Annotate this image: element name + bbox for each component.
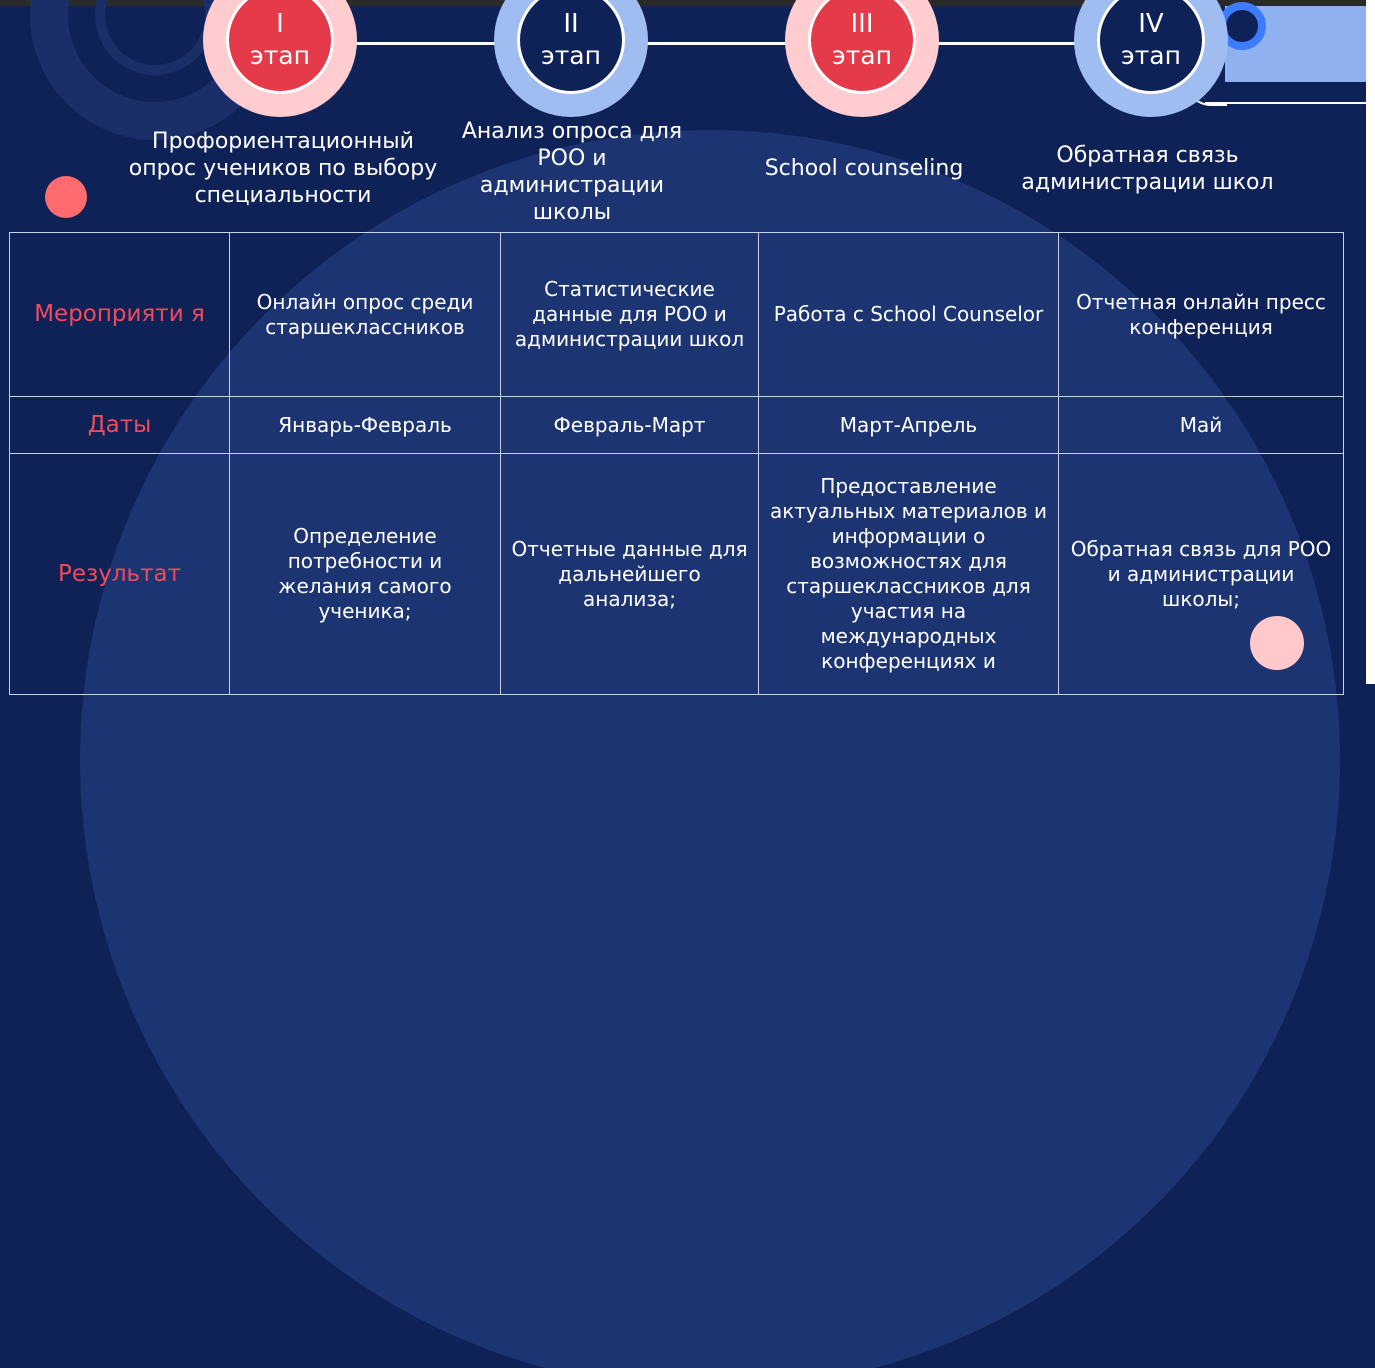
table-cell: Отчетные данные для дальнейшего анализа; (501, 454, 759, 695)
plan-table (9, 232, 1344, 695)
row-header-events: Мероприяти я (10, 233, 230, 397)
stage-connector (935, 42, 1085, 45)
row-header-dates: Даты (10, 397, 230, 454)
stage-2-badge (494, 0, 648, 117)
corner-line-decoration (1205, 102, 1366, 104)
table-cell: Предоставление актуальных материалов и информации о возможностях для старшеклассников для участия на международных конференциях и (759, 454, 1059, 695)
table-cell: Работа с School Counselor (759, 233, 1059, 397)
table-row-dates (10, 397, 1344, 454)
row-header-results: Результат (10, 454, 230, 695)
table-cell: Февраль-Март (501, 397, 759, 454)
table-cell: Онлайн опрос среди старшеклассников (230, 233, 501, 397)
stage-2-number: II (563, 9, 579, 39)
table-cell: Обратная связь для РОО и администрации школы; (1059, 454, 1344, 695)
stage-2-label: этап (541, 41, 601, 70)
stage-1-description: Профориентационный опрос учеников по выбору специальности (128, 129, 438, 208)
table-cell: Отчетная онлайн пресс конференция (1059, 233, 1344, 397)
stage-connector (645, 42, 795, 45)
table-row-events (10, 233, 1344, 397)
stage-4-number: IV (1138, 9, 1164, 39)
table-cell: Определение потребности и желания самого ученика; (230, 454, 501, 695)
stage-1-number: I (276, 9, 284, 39)
stage-4-label: этап (1121, 41, 1181, 70)
stage-3-number: III (850, 9, 874, 39)
pink-dot-decoration (45, 176, 87, 218)
table-cell: Январь-Февраль (230, 397, 501, 454)
table-cell: Май (1059, 397, 1344, 454)
stage-connector (355, 42, 505, 45)
right-edge-strip (1366, 0, 1375, 684)
table-cell: Статистические данные для РОО и администрации школ (501, 233, 759, 397)
stage-3-description: School counseling (764, 156, 964, 181)
stage-2-description: Анализ опроса для РОО и администрации школы (461, 119, 683, 225)
stage-3-badge (785, 0, 939, 117)
table-cell: Март-Апрель (759, 397, 1059, 454)
stage-4-description: Обратная связь администрации школ (1021, 143, 1274, 195)
stage-1-label: этап (250, 41, 310, 70)
pink-dot-decoration (1250, 616, 1304, 670)
stage-3-label: этап (832, 41, 892, 70)
table-row-results (10, 454, 1344, 695)
